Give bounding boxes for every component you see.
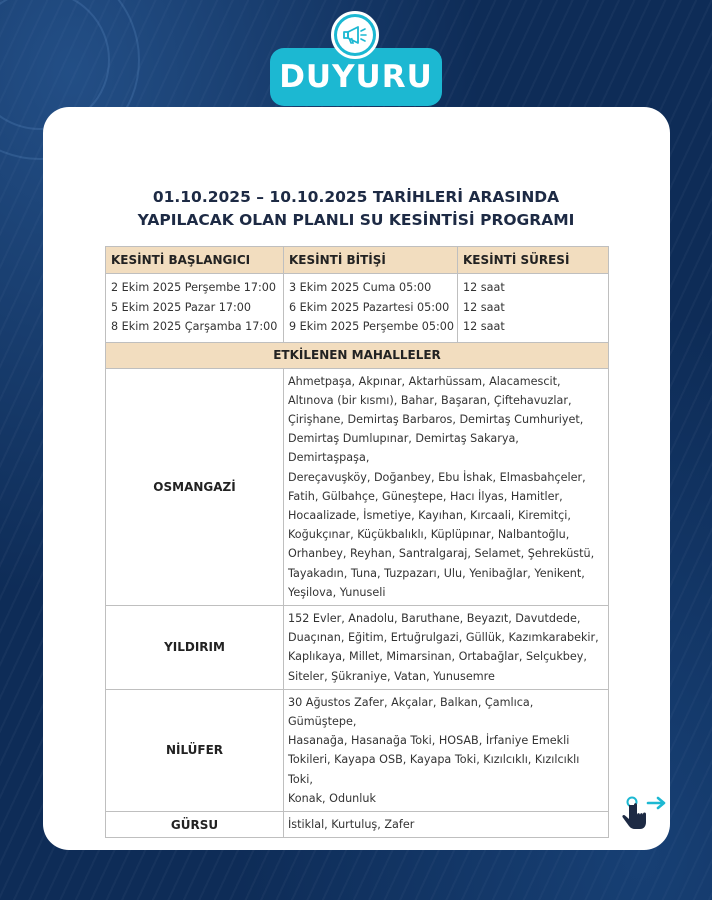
end-times-cell (284, 274, 458, 343)
neighborhood-line: Demirtaş Dumlupınar, Demirtaş Sakarya, Demirtaşpaşa, (288, 432, 519, 465)
affected-neighborhoods-header: ETKİLENEN MAHALLELER (106, 342, 609, 368)
column-header-duration: KESİNTİ SÜRESİ (458, 247, 609, 274)
neighborhood-line: Siteler, Şükraniye, Vatan, Yunusemre (288, 669, 495, 683)
megaphone-icon (341, 24, 369, 46)
district-row-gursu (106, 811, 609, 837)
affected-header-row (106, 342, 609, 368)
neighborhood-line: 152 Evler, Anadolu, Baruthane, Beyazıt, Davutdede, (288, 611, 581, 625)
outage-schedule-table (105, 246, 609, 838)
end-time: 9 Ekim 2025 Perşembe 05:00 (289, 320, 455, 333)
duration: 12 saat (463, 320, 505, 333)
neighborhood-line: Çirişhane, Demirtaş Barbaros, Demirtaş Cumhuriyet, (288, 412, 584, 426)
neighborhood-line: Koğukçınar, Küçükbalıklı, Küplüpınar, Nalbantoğlu, (288, 528, 570, 542)
district-name: GÜRSU (106, 811, 284, 837)
neighborhood-line: Kaplıkaya, Millet, Mimarsinan, Ortabağlar, Selçukbey, (288, 650, 587, 664)
start-time: 8 Ekim 2025 Çarşamba 17:00 (111, 320, 278, 333)
district-name: NİLÜFER (106, 689, 284, 811)
tap-swipe-icon (618, 793, 668, 833)
title-line-2: YAPILACAK OLAN PLANLI SU KESİNTİSİ PROGRAMI (137, 211, 575, 229)
neighborhood-line: Konak, Odunluk (288, 791, 376, 805)
neighborhood-line: Fatih, Gülbahçe, Güneştepe, Hacı İlyas, Hamitler, (288, 489, 563, 503)
neighborhood-line: Hocaalizade, İsmetiye, Kayıhan, Kırcaali, Kiremitçi, (288, 508, 571, 522)
neighborhood-line: Duaçınan, Eğitim, Ertuğrulgazi, Güllük, Kazımkarabekir, (288, 631, 599, 645)
district-name: OSMANGAZİ (106, 368, 284, 605)
neighborhood-list (284, 605, 609, 689)
start-time: 2 Ekim 2025 Perşembe 17:00 (111, 281, 277, 294)
neighborhood-line: Altınova (bir kısmı), Bahar, Başaran, Çiftehavuzlar, (288, 393, 572, 407)
neighborhood-list (284, 368, 609, 605)
title-line-1: 01.10.2025 – 10.10.2025 TARİHLERİ ARASINDA (152, 188, 560, 206)
end-time: 3 Ekim 2025 Cuma 05:00 (289, 281, 432, 294)
megaphone-badge (331, 11, 379, 59)
neighborhood-line: Dereçavuşköy, Doğanbey, Ebu İshak, Elmasbahçeler, (288, 470, 586, 484)
district-row-nilufer (106, 689, 609, 811)
start-times-cell (106, 274, 284, 343)
schedule-header-row (106, 247, 609, 274)
neighborhood-line: Hasanağa, Hasanağa Toki, HOSAB, İrfaniye Emekli (288, 734, 570, 748)
neighborhood-line: Orhanbey, Reyhan, Santralgaraj, Selamet, Şehreküstü, (288, 547, 595, 561)
district-row-osmangazi (106, 368, 609, 605)
neighborhood-list (284, 811, 609, 837)
badge-label: DUYURU (279, 59, 433, 95)
district-row-yildirim (106, 605, 609, 689)
page-title (60, 186, 652, 232)
neighborhood-line: 30 Ağustos Zafer, Akçalar, Balkan, Çamlıca, Gümüştepe, (288, 695, 534, 728)
duration: 12 saat (463, 281, 505, 294)
neighborhood-line: Ahmetpaşa, Akpınar, Aktarhüssam, Alacamescit, (288, 374, 561, 388)
start-time: 5 Ekim 2025 Pazar 17:00 (111, 300, 252, 314)
column-header-end: KESİNTİ BİTİŞİ (284, 247, 458, 274)
neighborhood-list (284, 689, 609, 811)
neighborhood-line: İstiklal, Kurtuluş, Zafer (288, 817, 415, 831)
neighborhood-line: Yeşilova, Yunuseli (288, 585, 386, 599)
district-name: YILDIRIM (106, 605, 284, 689)
end-time: 6 Ekim 2025 Pazartesi 05:00 (289, 300, 450, 314)
schedule-times-row (106, 274, 609, 343)
neighborhood-line: Tayakadın, Tuna, Tuzpazarı, Ulu, Yenibağlar, Yenikent, (288, 566, 585, 580)
durations-cell (458, 274, 609, 343)
neighborhood-line: Tokileri, Kayapa OSB, Kayapa Toki, Kızılcıklı, Kızılcıklı Toki, (288, 753, 580, 786)
duration: 12 saat (463, 300, 505, 314)
column-header-start: KESİNTİ BAŞLANGICI (106, 247, 284, 274)
